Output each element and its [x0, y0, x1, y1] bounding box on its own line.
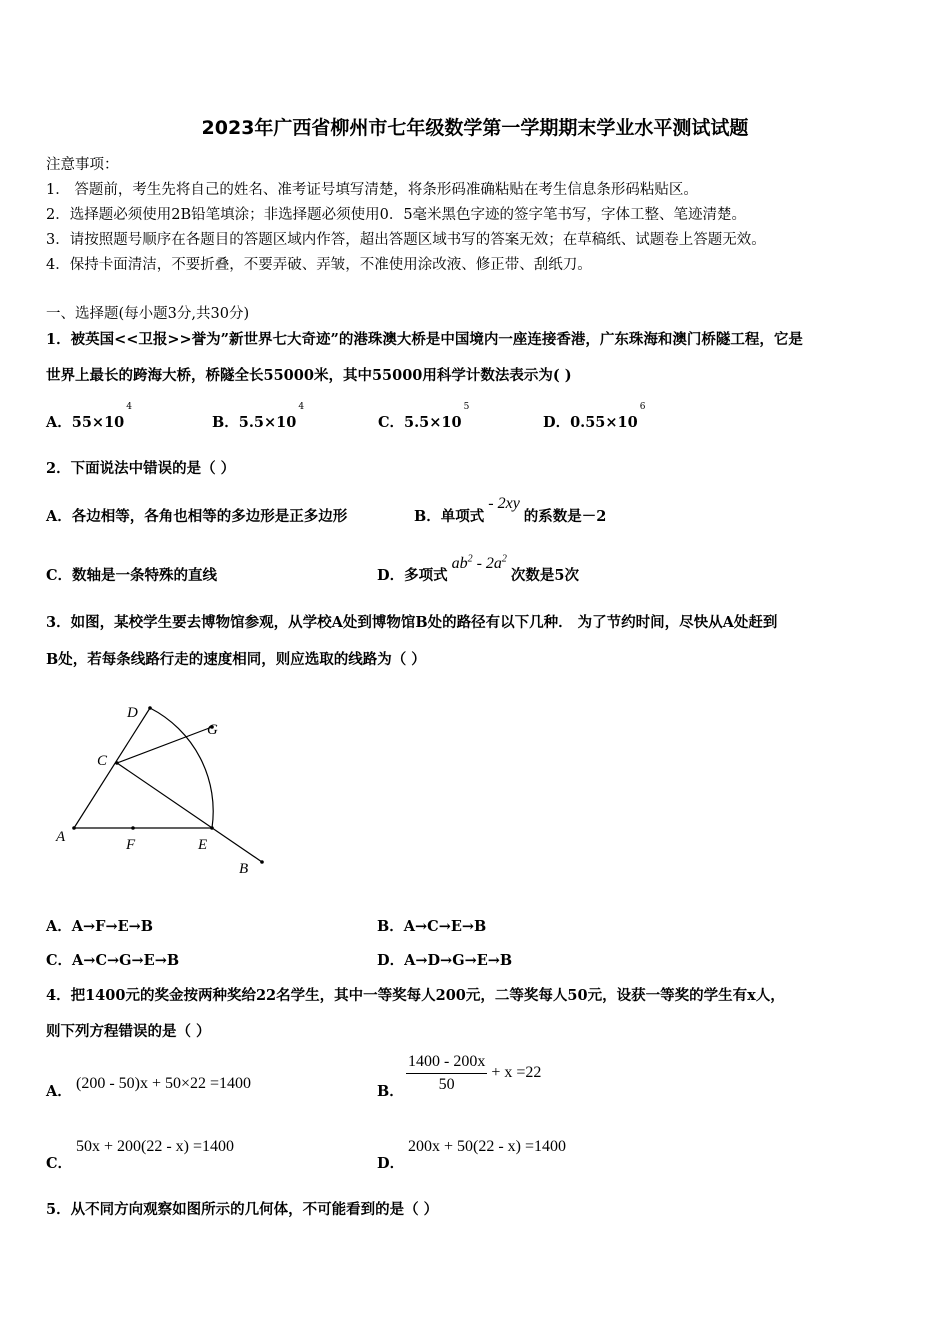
arc-dge — [150, 708, 213, 828]
q4-option-b-label: B． — [377, 1083, 404, 1100]
q4-b-numerator: 1400 - 200x — [406, 1053, 487, 1074]
note-item: 1． 答题前，考生先将自己的姓名、准考证号填写清楚，将条形码准确粘贴在考生信息条形码粘贴区。 — [46, 182, 698, 198]
page-title: 2023年广西省柳州市七年级数学第一学期期末学业水平测试试题 — [201, 117, 749, 139]
note-item: 2．选择题必须使用2B铅笔填涂；非选择题必须使用0．5毫米黑色字迹的签字笔书写，字体工整、笔迹清楚。 — [46, 207, 747, 223]
q4-option-b-equation — [406, 1053, 541, 1094]
point-f — [131, 826, 135, 830]
q2-option-b: B．单项式- 2xy的系数是－2 — [414, 495, 607, 525]
q3-stem-line1: 3．如图，某校学生要去博物馆参观，从学校A处到博物馆B处的路径有以下几种． 为了节约时间，尽快从A处赶到 — [46, 614, 778, 631]
q1-option-b: B．$5.5\times 10^4$ — [212, 402, 305, 431]
label-d: D — [127, 705, 138, 721]
q3-option-a: A．A→F→E→B — [46, 918, 154, 935]
label-g: G — [207, 722, 218, 738]
q3-option-b: B．A→C→E→B — [377, 918, 487, 935]
label-a: A — [56, 829, 66, 845]
q4-stem-line1: 4．把1400元的奖金按两种奖给22名学生，其中一等奖每人200元，二等奖每人50元，设获一等奖的学生有x人， — [46, 987, 785, 1004]
q2-option-d: D．多项式$ab^2 - 2a^2$次数是5次 — [377, 553, 579, 584]
q5-stem: 5．从不同方向观察如图所示的几何体，不可能看到的是（ ） — [46, 1201, 439, 1218]
q4-option-c-label: C． — [46, 1155, 73, 1172]
label-b: B — [239, 861, 249, 877]
route-figure — [40, 690, 280, 890]
q4-option-d-label: D． — [377, 1155, 405, 1172]
q2-option-c: C．数轴是一条特殊的直线 — [46, 567, 218, 584]
q1-option-d: D．$0.55\times 10^6$ — [543, 402, 646, 431]
q2-stem: 2．下面说法中错误的是（ ） — [46, 460, 236, 477]
segment-acd — [74, 708, 150, 828]
note-item: 4．保持卡面清洁，不要折叠，不要弄破、弄皱，不准使用涂改液、修正带、刮纸刀。 — [46, 257, 592, 273]
segment-cg — [117, 727, 212, 763]
q1-option-c: C．$5.5\times 10^5$ — [378, 402, 470, 431]
q4-option-a-equation: (200 - 50)x + 50×22 =1400 — [76, 1075, 252, 1092]
q3-option-c: C．A→C→G→E→B — [46, 952, 180, 969]
q1-option-a: A．$55\times 10^4$ — [46, 402, 132, 431]
q4-option-d-equation: 200x + 50(22 - x) =1400 — [408, 1138, 567, 1155]
section-heading: 一、选择题(每小题3分,共30分) — [46, 306, 250, 322]
q1-stem-line2: 世界上最长的跨海大桥，桥隧全长55000米，其中55000用科学计数法表示为( ) — [46, 367, 572, 384]
q4-stem-line2: 则下列方程错误的是（ ） — [46, 1023, 211, 1040]
point-c — [115, 761, 119, 765]
q2-option-a: A．各边相等，各角也相等的多边形是正多边形 — [46, 508, 348, 525]
point-b — [260, 860, 264, 864]
label-e: E — [198, 837, 208, 853]
label-f: F — [126, 837, 136, 853]
q3-stem-line2: B处，若每条线路行走的速度相同，则应选取的线路为（ ） — [46, 651, 426, 668]
point-d — [148, 706, 152, 710]
q4-b-denominator: 50 — [438, 1076, 455, 1093]
note-item: 3．请按照题号顺序在各题目的答题区域内作答，超出答题区域书写的答案无效；在草稿纸、试题卷上答题无效。 — [46, 232, 766, 248]
notes-heading: 注意事项： — [46, 157, 119, 173]
point-a — [72, 826, 76, 830]
q1-stem-line1: 1．被英国<<卫报>>誉为”新世界七大奇迹”的港珠澳大桥是中国境内一座连接香港，广东珠海和澳门桥隧工程，它是 — [46, 331, 803, 348]
q3-option-d: D．A→D→G→E→B — [377, 952, 513, 969]
q4-option-a-label: A． — [46, 1083, 72, 1100]
q4-option-c-equation: 50x + 200(22 - x) =1400 — [76, 1138, 235, 1155]
q4-b-tail: + x =22 — [491, 1064, 542, 1082]
segment-ceb — [117, 763, 262, 862]
point-e — [210, 826, 214, 830]
label-c: C — [97, 753, 108, 769]
